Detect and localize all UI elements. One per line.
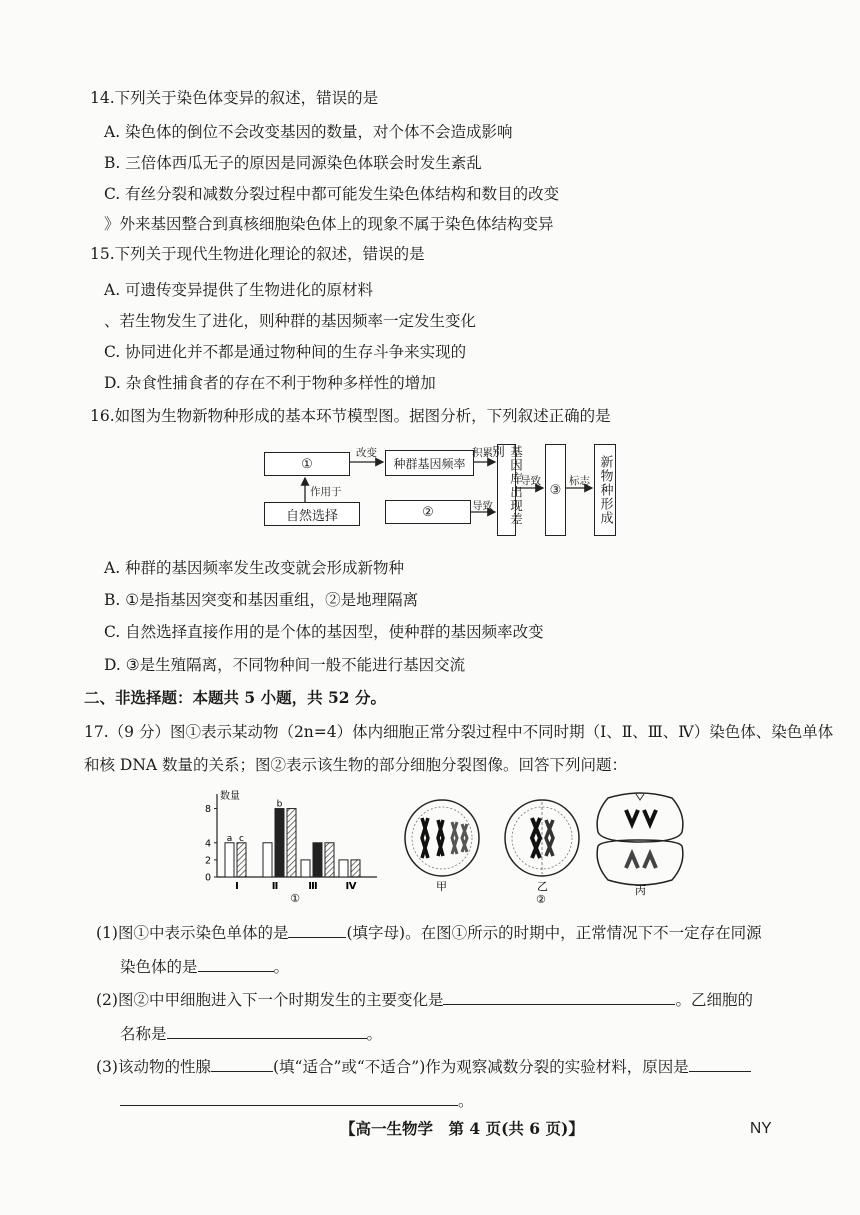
cell-division-images (400, 790, 700, 905)
bar-b (313, 843, 322, 877)
x-tick-label: Ⅱ (271, 881, 279, 892)
box-gene-pool: 基因库出现差别 (497, 444, 516, 536)
q17-sub3-line1 (96, 1055, 751, 1077)
series-label-b: b (276, 799, 283, 810)
q17-sub1-part-a: (1)图①中表示染色单体的是 (96, 924, 289, 942)
x-tick-label: Ⅲ (308, 881, 318, 892)
q14-option-c: C. 有丝分裂和减数分裂过程中都可能发生染色体结构和数目的改变 (104, 185, 560, 203)
box-natural-selection: 自然选择 (264, 502, 360, 526)
q14-option-d: 》外来基因整合到真核细胞染色体上的现象不属于染色体结构变异 (104, 215, 554, 233)
q15-option-c: C. 协同进化并不都是通过物种间的生存斗争来实现的 (104, 343, 467, 361)
period-3: 。 (458, 1092, 474, 1110)
q15-stem: 15.下列关于现代生物进化理论的叙述，错误的是 (90, 245, 425, 263)
q16-option-c: C. 自然选择直接作用的是个体的基因型，使种群的基因频率改变 (104, 623, 544, 641)
q17-sub2-part-c: 名称是 (120, 1025, 167, 1043)
q17-sub1-line2 (120, 955, 289, 977)
page-footer: 【高一生物学 第 4 页(共 6 页)】 (340, 1119, 584, 1138)
box-3: ③ (545, 444, 566, 536)
q17-sub2-part-a: (2)图②中甲细胞进入下一个时期发生的主要变化是 (96, 991, 444, 1009)
bar-a (225, 843, 234, 877)
period-2: 。 (366, 1025, 383, 1043)
answer-blank-6[interactable] (689, 1055, 751, 1072)
label-change: 改变 (356, 447, 377, 459)
q16-option-b: B. ①是指基因突变和基因重组，②是地理隔离 (104, 591, 419, 609)
label-yi: 乙 (537, 880, 548, 893)
q17-sub2-line1 (96, 988, 753, 1010)
y-tick-label: 4 (204, 838, 211, 850)
q15-option-b: 、若生物发生了进化，则种群的基因频率一定发生变化 (104, 312, 477, 330)
q14-option-b: B. 三倍体西瓜无子的原因是同源染色体联会时发生紊乱 (104, 154, 482, 172)
bar-c (237, 843, 246, 877)
q17-intro-line-2: 和核 DNA 数量的关系；图②表示该生物的部分细胞分裂图像。回答下列问题： (84, 756, 628, 774)
answer-blank-5[interactable] (211, 1055, 273, 1072)
q17-sub2-part-b: 。乙细胞的 (675, 991, 753, 1009)
x-tick-label: Ⅰ (235, 881, 239, 892)
period-1: 。 (273, 958, 290, 976)
speciation-diagram (260, 440, 630, 540)
q15-option-a: A. 可遗传变异提供了生物进化的原材料 (104, 281, 374, 299)
figure-1-label: ① (290, 892, 300, 905)
answer-blank-3[interactable] (443, 988, 675, 1005)
chromosome-bar-chart (195, 790, 385, 905)
q14-option-a: A. 染色体的倒位不会改变基因的数量，对个体不会造成影响 (104, 123, 513, 141)
label-lead-2: 导致 (520, 475, 541, 487)
y-axis-label: 数量 (220, 791, 240, 802)
answer-blank-1[interactable] (288, 921, 346, 938)
q16-stem: 16.如图为生物新物种形成的基本环节模型图。据图分析，下列叙述正确的是 (90, 407, 611, 425)
q17-sub1-part-c: 染色体的是 (120, 958, 198, 976)
cell-bing (597, 793, 683, 885)
q17-sub1-part-b: (填字母)。在图①所示的时期中，正常情况下不一定存在同源 (346, 924, 762, 942)
footer-code: NY (750, 1120, 772, 1137)
bar-a (339, 860, 348, 877)
label-lead-1: 导致 (472, 500, 493, 512)
box-2: ② (385, 500, 471, 524)
q14-stem: 14.下列关于染色体变异的叙述，错误的是 (90, 89, 379, 107)
box-new-species: 新物种形成 (594, 444, 616, 536)
cell-yi (505, 800, 579, 876)
answer-blank-4[interactable] (167, 1022, 367, 1039)
q17-sub3-line2 (120, 1089, 474, 1111)
y-tick-label: 8 (204, 804, 211, 816)
figure-2-label: ② (536, 893, 546, 905)
series-label-c: c (239, 833, 244, 844)
bar-c (351, 860, 360, 877)
x-tick-label: Ⅳ (345, 881, 357, 892)
bar-c (325, 843, 334, 877)
label-acts-on: 作用于 (310, 486, 342, 498)
label-jia: 甲 (436, 880, 447, 893)
bar-c (287, 809, 296, 877)
answer-blank-7[interactable] (120, 1089, 458, 1106)
section-2-heading: 二、非选择题：本题共 5 小题，共 52 分。 (84, 688, 386, 707)
label-mark: 标志 (569, 475, 590, 487)
q16-option-a: A. 种群的基因频率发生改变就会形成新物种 (104, 559, 405, 577)
series-label-a: a (226, 833, 233, 844)
q16-option-d: D. ③是生殖隔离，不同物种间一般不能进行基因交流 (104, 656, 466, 674)
q17-sub2-line2 (120, 1022, 382, 1044)
q17-sub3-part-b: (填“适合”或“不适合”)作为观察减数分裂的实验材料，原因是 (272, 1058, 689, 1076)
q17-sub3-part-a: (3)该动物的性腺 (96, 1058, 211, 1076)
answer-blank-2[interactable] (198, 955, 274, 972)
box-1: ① (264, 452, 350, 476)
q17-intro-line-1: 17.（9 分）图①表示某动物（2n=4）体内细胞正常分裂过程中不同时期（Ⅰ、Ⅱ、Ⅲ、Ⅳ）染色体、染色单体 (84, 723, 834, 741)
q17-sub1-line1 (96, 921, 762, 943)
q15-option-d: D. 杂食性捕食者的存在不利于物种多样性的增加 (104, 374, 436, 392)
y-tick-label: 0 (204, 872, 211, 884)
label-bing: 丙 (635, 884, 646, 897)
cell-jia (405, 800, 479, 876)
bar-a (263, 843, 272, 877)
bar-b (275, 809, 284, 877)
label-accumulate: 积累 (472, 447, 493, 459)
y-tick-label: 2 (204, 855, 211, 867)
bar-a (301, 860, 310, 877)
box-gene-frequency: 种群基因频率 (385, 450, 474, 476)
